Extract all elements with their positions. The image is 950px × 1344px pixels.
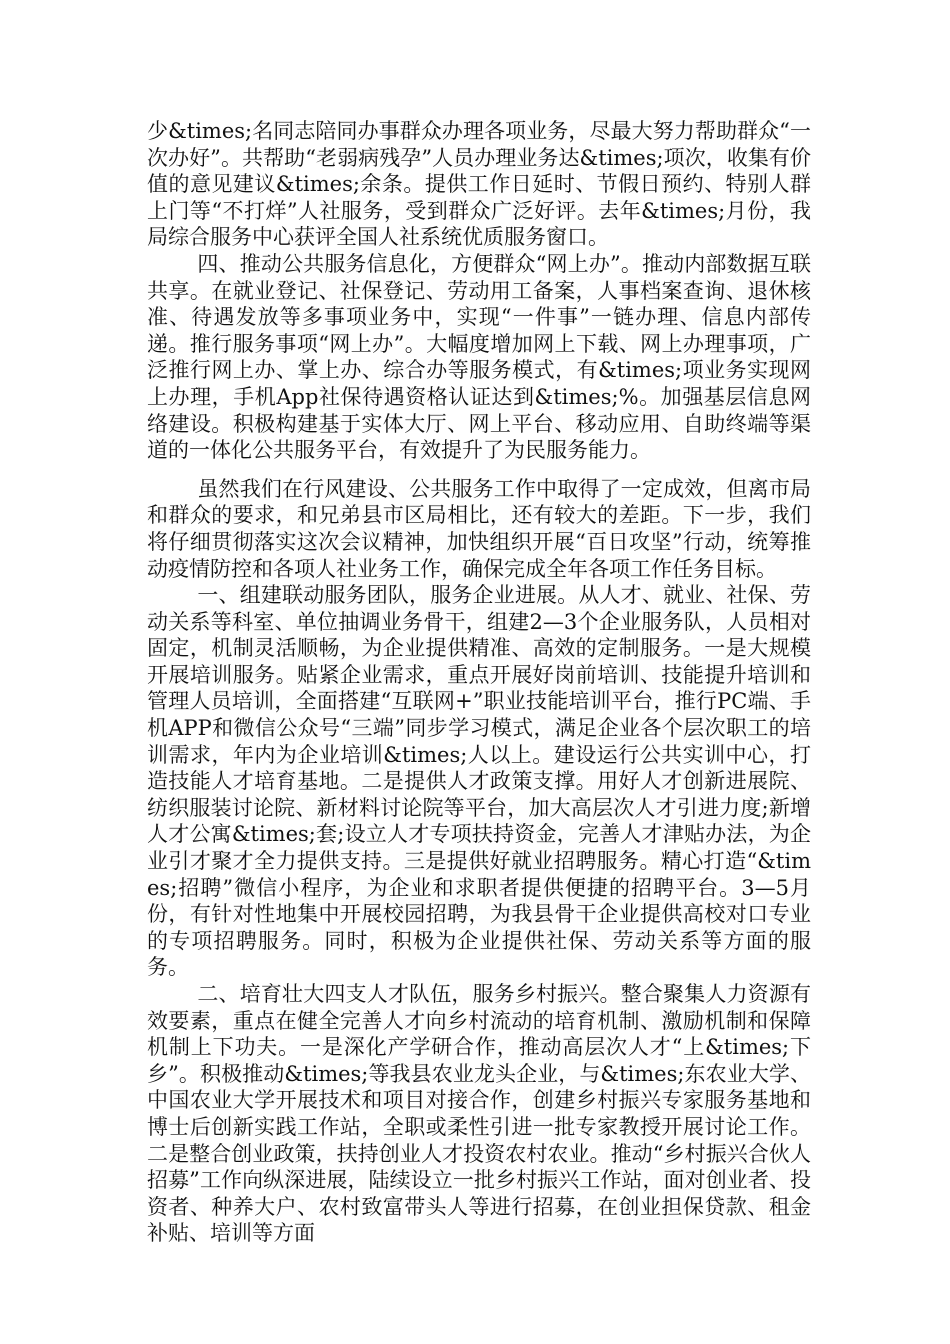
paragraph-section-four: 四、推动公共服务信息化，方便群众“网上办”。推动内部数据互联共享。在就业登记、社保登记、劳动用工备案，人事档案查询、退休核准、待遇发放等多事项业务中，实现“一件事”一链办理、信息内部传递。推行服务事项“网上办”。大幅度增加网上下载、网上办理事项，广泛推行网上办、掌上办、综合办等服务模式，有&times;项业务实现网上办理，手机App社保待遇资格认证达到&times;%。加强基层信息网络建设。积极构建基于实体大厅、网上平台、移动应用、自助终端等渠道的一体化公共服务平台，有效提升了为民服务能力。 (147, 251, 811, 463)
paragraph-continuation: 少&times;名同志陪同办事群众办理各项业务，尽最大努力帮助群众“一次办好”。共帮助“老弱病残孕”人员办理业务达&times;项次，收集有价值的意见建议&times;余条。提供工作日延时、节假日预约、特别人群上门等“不打烊”人社服务，受到群众广泛好评。去年&times;月份，我局综合服务中心获评全国人社系统优质服务窗口。 (147, 119, 811, 250)
paragraph-item-one: 一、组建联动服务团队，服务企业进展。从人才、就业、社保、劳动关系等科室、单位抽调业务骨干，组建2—3个企业服务队，人员相对固定，机制灵活顺畅，为企业提供精准、高效的定制服务。一是大规模开展培训服务。贴紧企业需求，重点开展好岗前培训、技能提升培训和管理人员培训，全面搭建“互联网+”职业技能培训平台，推行PC端、手机APP和微信公众号“三端”同步学习模式，满足企业各个层次职工的培训需求，年内为企业培训&times;人以上。建设运行公共实训中心，打造技能人才培育基地。二是提供人才政策支撑。用好人才创新进展院、纺织服装讨论院、新材料讨论院等平台，加大高层次人才引进力度;新增人才公寓&times;套;设立人才专项扶持资金，完善人才津贴办法，为企业引才聚才全力提供支持。三是提供好就业招聘服务。精心打造“&times;招聘”微信小程序，为企业和求职者提供便捷的招聘平台。3—5月份，有针对性地集中开展校园招聘，为我县骨干企业提供高校对口专业的专项招聘服务。同时，积极为企业提供社保、劳动关系等方面的服务。 (147, 583, 811, 980)
paragraph-next-steps: 虽然我们在行风建设、公共服务工作中取得了一定成效，但离市局和群众的要求，和兄弟县市区局相比，还有较大的差距。下一步，我们将仔细贯彻落实这次会议精神，加快组织开展“百日攻坚”行动，统筹推动疫情防控和各项人社业务工作，确保完成全年各项工作任务目标。 (147, 476, 811, 581)
document-page (147, 118, 811, 1247)
paragraph-item-two: 二、培育壮大四支人才队伍，服务乡村振兴。整合聚集人力资源有效要素，重点在健全完善人才向乡村流动的培育机制、激励机制和保障机制上下功夫。一是深化产学研合作，推动高层次人才“上&times;下乡”。积极推动&times;等我县农业龙头企业，与&times;东农业大学、中国农业大学开展技术和项目对接合作，创建乡村振兴专家服务基地和博士后创新实践工作站，全职或柔性引进一批专家教授开展讨论工作。二是整合创业政策，扶持创业人才投资农村农业。推动“乡村振兴合伙人招募”工作向纵深进展，陆续设立一批乡村振兴工作站，面对创业者、投资者、种养大户、农村致富带头人等进行招募，在创业担保贷款、租金补贴、培训等方面 (147, 982, 811, 1246)
